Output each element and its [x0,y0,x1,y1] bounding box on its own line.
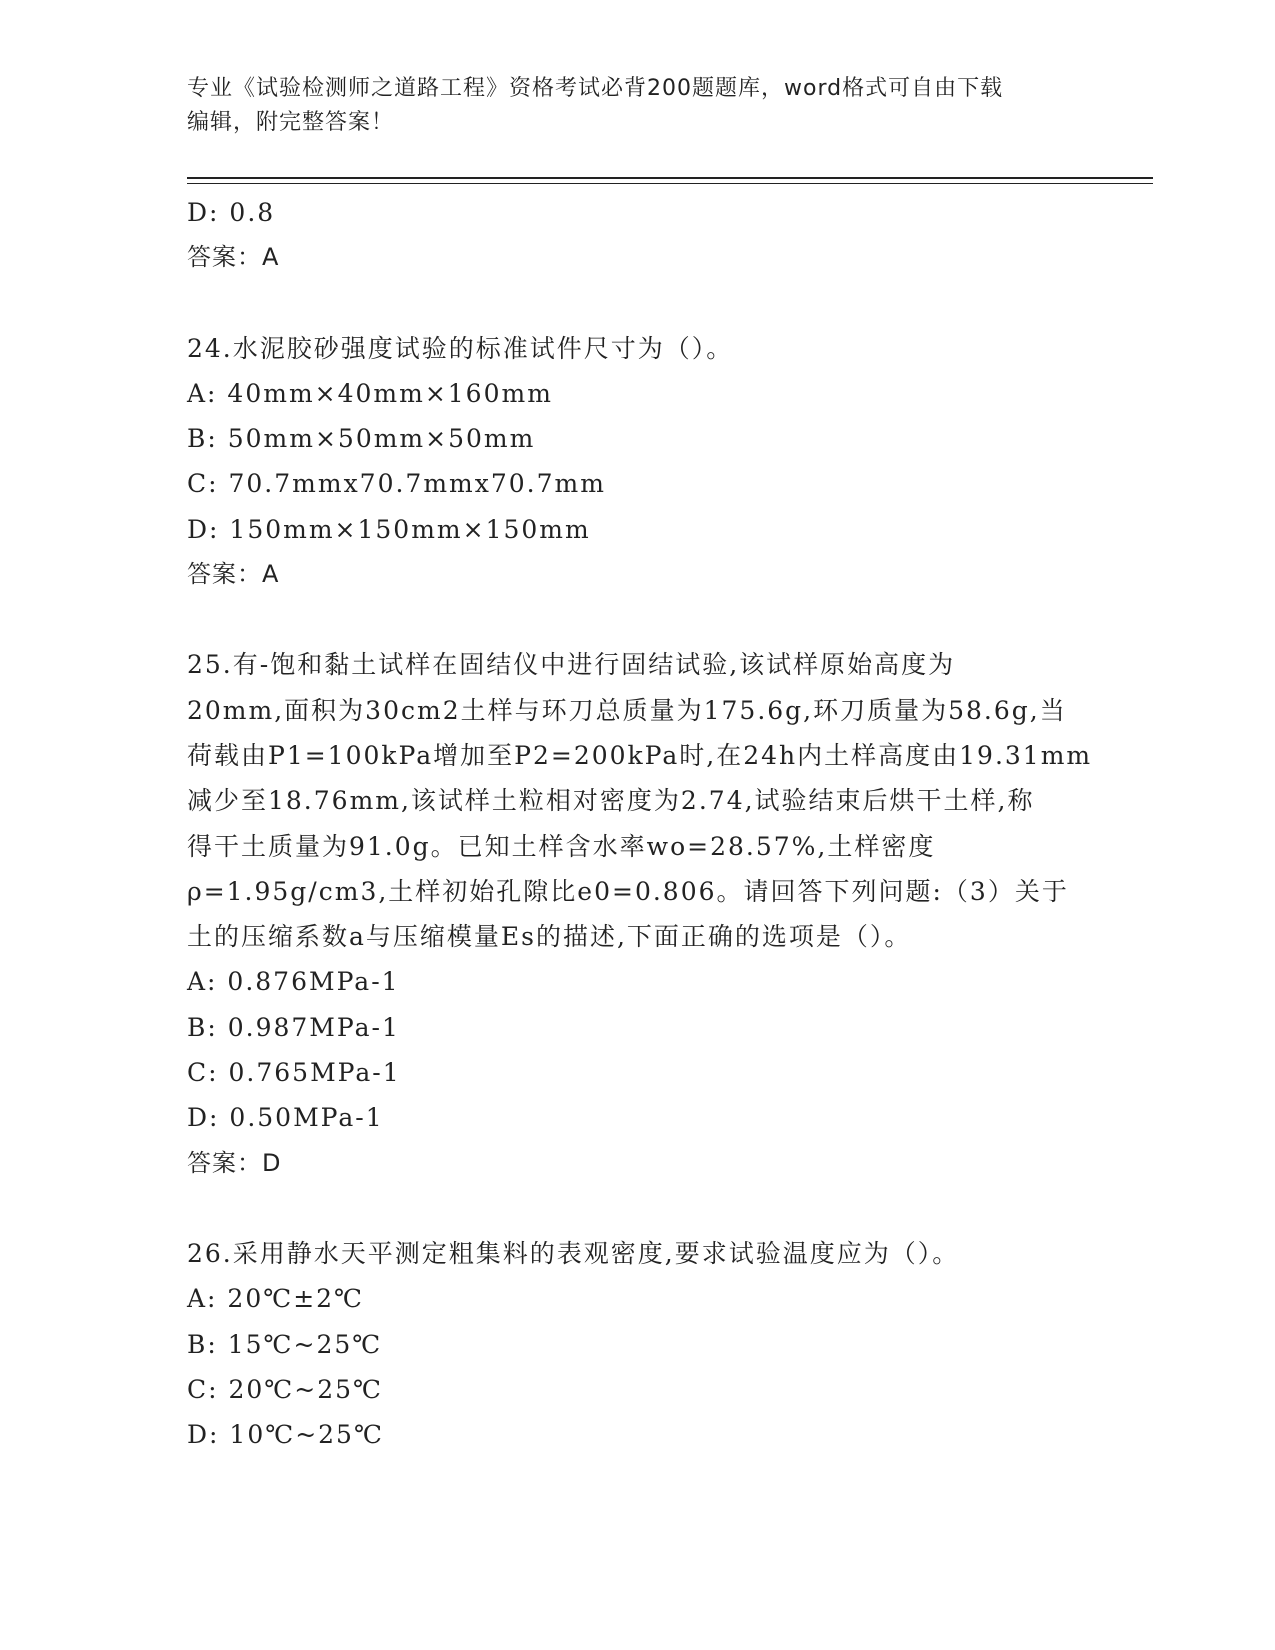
option-c: C: 0.765MPa-1 [187,1058,401,1088]
document-body [187,190,1093,1457]
answer-label: 答案：A [187,243,280,272]
question-24 [187,326,1087,598]
option-a: A: 40mm×40mm×160mm [187,378,553,408]
option-a: A: 0.876MPa-1 [187,967,400,997]
option-d: D: 10℃~25℃ [187,1420,384,1450]
option-d: D: 0.8 [187,198,276,227]
question-23-tail [187,190,1087,281]
header-divider-thick [187,177,1153,179]
question-text: 24.水泥胶砂强度试验的标准试件尺寸为（）。 [187,333,734,363]
question-26 [187,1231,1087,1457]
option-d: D: 0.50MPa-1 [187,1103,384,1133]
option-a: A: 20℃±2℃ [187,1284,365,1314]
option-b: B: 0.987MPa-1 [187,1012,400,1042]
option-d: D: 150mm×150mm×150mm [187,514,591,544]
question-text-line: 减少至18.76mm,该试样土粒相对密度为2.74,试验结束后烘干土样,称 [187,786,1035,816]
document-header [187,72,1087,140]
question-text-line: 得干土质量为91.0g。已知土样含水率wo=28.57%,土样密度 [187,831,936,861]
header-title-line-1: 专业《试验检测师之道路工程》资格考试必背200题题库，word格式可自由下载 [187,76,1004,101]
question-text-line: ρ=1.95g/cm3,土样初始孔隙比e0=0.806。请回答下列问题:（3）关于 [187,876,1069,906]
option-b: B: 50mm×50mm×50mm [187,424,536,454]
question-text-line: 土的压缩系数a与压缩模量Es的描述,下面正确的选项是（）。 [187,922,912,952]
question-text-line: 25.有-饱和黏土试样在固结仪中进行固结试验,该试样原始高度为 [187,650,956,680]
question-text-line: 荷载由P1=100kPa增加至P2=200kPa时,在24h内土样高度由19.31mm [187,740,1093,770]
answer-label: 答案：D [187,1148,282,1177]
answer-label: 答案：A [187,560,280,589]
question-text: 26.采用静水天平测定粗集料的表观密度,要求试验温度应为（）。 [187,1238,960,1268]
header-divider-thin [187,183,1153,184]
question-25 [187,642,1093,1186]
option-b: B: 15℃~25℃ [187,1329,383,1359]
option-c: C: 70.7mmx70.7mmx70.7mm [187,469,606,499]
question-text-line: 20mm,面积为30cm2土样与环刀总质量为175.6g,环刀质量为58.6g,当 [187,695,1067,725]
header-title-line-2: 编辑，附完整答案！ [187,110,395,135]
option-c: C: 20℃~25℃ [187,1374,384,1404]
